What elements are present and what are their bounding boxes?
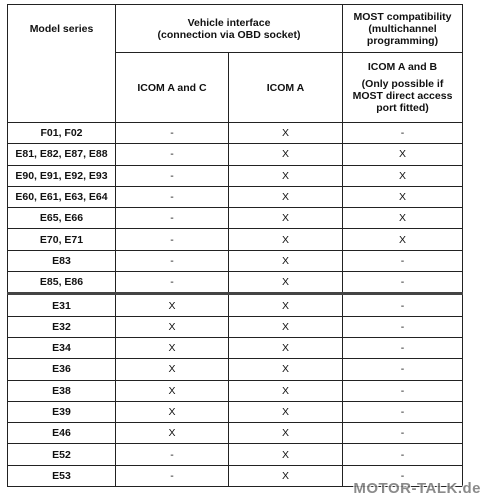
- icom-ab-note-2: MOST direct access: [352, 90, 453, 102]
- icom-a-cell: X: [229, 208, 343, 229]
- table-row: [8, 444, 463, 465]
- icom-a-cell: X: [229, 316, 343, 337]
- header-model-series: Model series: [8, 5, 116, 53]
- icom-ac-cell: X: [116, 316, 229, 337]
- header-row-top: [8, 5, 463, 53]
- most-cell: -: [343, 272, 463, 294]
- most-cell: -: [343, 380, 463, 401]
- icom-ac-cell: X: [116, 294, 229, 316]
- icom-ac-cell: -: [116, 144, 229, 165]
- icom-a-cell: X: [229, 294, 343, 316]
- icom-a-cell: X: [229, 401, 343, 422]
- icom-ab-note-3: port fitted): [376, 102, 429, 114]
- most-cell: -: [343, 401, 463, 422]
- icom-a-cell: X: [229, 465, 343, 486]
- header-icom-a-and-c: ICOM A and C: [116, 53, 229, 123]
- icom-a-cell: X: [229, 250, 343, 271]
- model-cell: E83: [8, 250, 116, 271]
- watermark-logo: MOTOR-TALK.de: [353, 480, 481, 497]
- icom-a-cell: X: [229, 165, 343, 186]
- table-row: [8, 337, 463, 358]
- model-cell: E65, E66: [8, 208, 116, 229]
- model-cell: F01, F02: [8, 123, 116, 144]
- most-cell: X: [343, 144, 463, 165]
- model-cell: E85, E86: [8, 272, 116, 294]
- icom-ac-cell: -: [116, 444, 229, 465]
- vehicle-interface-title: Vehicle interface: [187, 16, 271, 29]
- table-row: [8, 380, 463, 401]
- icom-a-cell: X: [229, 186, 343, 207]
- model-cell: E46: [8, 423, 116, 444]
- model-cell: E53: [8, 465, 116, 486]
- most-cell: X: [343, 208, 463, 229]
- most-cell: -: [343, 294, 463, 316]
- icom-ac-cell: X: [116, 401, 229, 422]
- model-cell: E32: [8, 316, 116, 337]
- icom-ac-cell: -: [116, 208, 229, 229]
- icom-ac-cell: -: [116, 186, 229, 207]
- most-cell: -: [343, 359, 463, 380]
- header-row-sub: [8, 53, 463, 123]
- table-row: [8, 208, 463, 229]
- table-row: [8, 186, 463, 207]
- table-row: [8, 272, 463, 294]
- most-cell: -: [343, 423, 463, 444]
- table-row: [8, 250, 463, 271]
- model-cell: E34: [8, 337, 116, 358]
- most-cell: -: [343, 316, 463, 337]
- compatibility-table: [7, 4, 463, 487]
- icom-a-cell: X: [229, 423, 343, 444]
- model-cell: E36: [8, 359, 116, 380]
- table-row: [8, 423, 463, 444]
- icom-ac-cell: -: [116, 272, 229, 294]
- model-cell: E90, E91, E92, E93: [8, 165, 116, 186]
- table-row: [8, 144, 463, 165]
- table-row: [8, 123, 463, 144]
- most-cell: -: [343, 444, 463, 465]
- icom-ac-cell: X: [116, 359, 229, 380]
- icom-a-cell: X: [229, 444, 343, 465]
- icom-ac-cell: X: [116, 423, 229, 444]
- model-cell: E31: [8, 294, 116, 316]
- icom-a-cell: X: [229, 144, 343, 165]
- model-cell: E81, E82, E87, E88: [8, 144, 116, 165]
- icom-a-cell: X: [229, 123, 343, 144]
- most-title: MOST compatibility: [353, 10, 452, 23]
- icom-ac-cell: -: [116, 465, 229, 486]
- model-cell: E60, E61, E63, E64: [8, 186, 116, 207]
- icom-ac-cell: X: [116, 380, 229, 401]
- icom-a-cell: X: [229, 359, 343, 380]
- table-row: [8, 229, 463, 250]
- icom-ac-cell: -: [116, 165, 229, 186]
- header-icom-a-and-b: [343, 53, 463, 123]
- table-row: [8, 401, 463, 422]
- header-vehicle-interface: [116, 5, 343, 53]
- header-model-blank: [8, 53, 116, 123]
- icom-ac-cell: -: [116, 229, 229, 250]
- most-subtitle-1: (multichannel: [368, 22, 437, 35]
- most-cell: -: [343, 337, 463, 358]
- icom-ac-cell: -: [116, 250, 229, 271]
- header-most-compatibility: [343, 5, 463, 53]
- most-cell: -: [343, 123, 463, 144]
- most-subtitle-2: programming): [366, 34, 439, 47]
- table-row: [8, 359, 463, 380]
- table-row: [8, 316, 463, 337]
- model-cell: E39: [8, 401, 116, 422]
- icom-a-cell: X: [229, 337, 343, 358]
- icom-a-cell: X: [229, 229, 343, 250]
- most-cell: -: [343, 465, 463, 486]
- icom-a-cell: X: [229, 380, 343, 401]
- icom-ab-title: ICOM A and B: [367, 61, 438, 73]
- icom-ac-cell: -: [116, 123, 229, 144]
- most-cell: -: [343, 250, 463, 271]
- most-cell: X: [343, 165, 463, 186]
- icom-ac-cell: X: [116, 337, 229, 358]
- model-cell: E38: [8, 380, 116, 401]
- most-cell: X: [343, 229, 463, 250]
- model-cell: E52: [8, 444, 116, 465]
- header-icom-a: ICOM A: [229, 53, 343, 123]
- most-cell: X: [343, 186, 463, 207]
- table-row: [8, 294, 463, 316]
- model-cell: E70, E71: [8, 229, 116, 250]
- icom-a-cell: X: [229, 272, 343, 294]
- table-row: [8, 165, 463, 186]
- icom-ab-note-1: (Only possible if: [361, 78, 444, 90]
- vehicle-interface-subtitle: (connection via OBD socket): [157, 28, 301, 41]
